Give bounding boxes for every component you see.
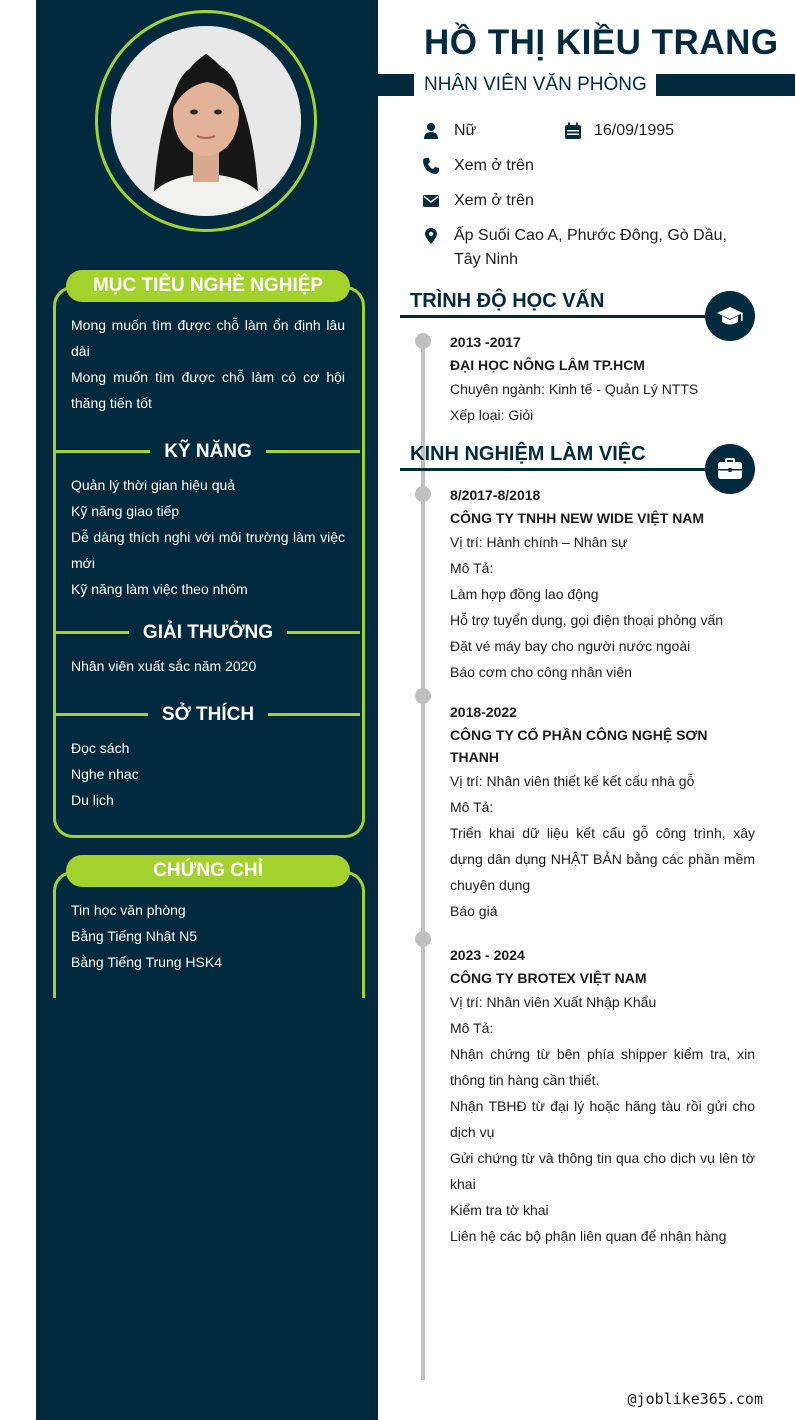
- footer-credit: @joblike365.com: [627, 1390, 763, 1408]
- entry-line: Nhận TBHĐ từ đại lý hoặc hãng tàu rồi gửi cho dịch vụ: [450, 1098, 755, 1140]
- entry-line: Vị trí: Hành chính – Nhân sự: [450, 534, 628, 550]
- envelope-icon: [422, 192, 440, 210]
- objective-heading: MỤC TIÊU NGHỀ NGHIỆP: [66, 270, 350, 302]
- entry-line: Nhận chứng từ bên phía shipper kiểm tra, xin thông tin hàng cần thiết.: [450, 1046, 755, 1088]
- entry-company: CÔNG TY BROTEX VIỆT NAM: [450, 970, 647, 986]
- skills-item: Quản lý thời gian hiệu quả: [71, 477, 236, 493]
- hobbies-item: Nghe nhạc: [71, 766, 139, 782]
- entry-line: Vị trí: Nhân viên thiết kế kết cấu nhà gỗ: [450, 773, 695, 789]
- location-pin-icon: [422, 227, 440, 245]
- experience-underline: [400, 468, 720, 471]
- hobbies-heading: SỞ THÍCH: [56, 703, 360, 727]
- timeline-dot: [415, 333, 431, 349]
- entry-period: 2023 - 2024: [450, 947, 525, 963]
- objective-list: [71, 312, 345, 416]
- education-entry: [450, 330, 755, 428]
- experience-entry: [450, 943, 755, 1249]
- phone-value: Xem ở trên: [454, 157, 534, 174]
- entry-period: 2018-2022: [450, 704, 517, 720]
- hobbies-list: [71, 735, 345, 813]
- objective-item: Mong muốn tìm được chỗ làm ổn định lâu dài: [71, 317, 345, 359]
- certificates-heading: CHỨNG CHỈ: [66, 855, 350, 887]
- objective-item: Mong muốn tìm được chỗ làm có cơ hội thăng tiến tốt: [71, 369, 345, 411]
- entry-line: Hỗ trợ tuyển dụng, gọi điện thoại phỏng vấn: [450, 612, 724, 628]
- entry-line: Liên hệ các bộ phận liên quan để nhận hàng: [450, 1228, 727, 1244]
- skills-item: Kỹ năng giao tiếp: [71, 503, 180, 519]
- awards-list: [71, 653, 345, 679]
- entry-line: Chuyên ngành: Kinh tế - Quản Lý NTTS: [450, 381, 699, 397]
- address-value: Ấp Suối Cao A, Phước Đông, Gò Dầu, Tây Ninh: [454, 227, 727, 268]
- entry-line: Làm hợp đồng lao động: [450, 586, 599, 602]
- entry-line: Xếp loại: Giỏi: [450, 407, 534, 423]
- entry-line: Mô Tả:: [450, 560, 494, 576]
- entry-line: Báo cơm cho công nhân viên: [450, 664, 632, 680]
- gender-value: Nữ: [454, 122, 477, 139]
- phone-icon: [422, 157, 440, 175]
- avatar-portrait: [111, 26, 301, 216]
- entry-line: Đặt vé máy bay cho người nước ngoài: [450, 638, 691, 654]
- person-icon: [422, 122, 440, 140]
- timeline-dot: [415, 688, 431, 704]
- calendar-icon: [564, 122, 582, 140]
- avatar: [111, 26, 301, 216]
- title-bar-left: [378, 74, 414, 96]
- skills-item: Kỹ năng làm việc theo nhóm: [71, 581, 248, 597]
- entry-line: Kiểm tra tờ khai: [450, 1202, 549, 1218]
- experience-heading: KINH NGHIỆM LÀM VIỆC: [410, 443, 646, 465]
- awards-heading: GIẢI THƯỞNG: [56, 621, 360, 645]
- entry-line: Triển khai dữ liệu kết cấu gỗ công trình, xây dựng dân dụng NHẬT BẢN bằng các phần mềm chuyên dụng: [450, 825, 755, 893]
- experience-entry: [450, 700, 755, 924]
- entry-school: ĐẠI HỌC NÔNG LÂM TP.HCM: [450, 357, 645, 373]
- email-value: Xem ở trên: [454, 192, 534, 209]
- skills-heading: KỸ NĂNG: [56, 440, 360, 464]
- title-bar-right: [656, 74, 795, 96]
- entry-line: Báo giá: [450, 903, 498, 919]
- timeline-dot: [415, 931, 431, 947]
- entry-line: Mô Tả:: [450, 799, 494, 815]
- certificates-item: Bằng Tiếng Trung HSK4: [71, 954, 222, 970]
- certificates-item: Bằng Tiếng Nhật N5: [71, 928, 198, 944]
- hobbies-item: Du lịch: [71, 792, 114, 808]
- hobbies-item: Đọc sách: [71, 740, 130, 756]
- timeline-dot: [415, 486, 431, 502]
- education-heading: TRÌNH ĐỘ HỌC VẤN: [410, 290, 605, 312]
- job-title: NHÂN VIÊN VĂN PHÒNG: [424, 74, 647, 95]
- entry-line: Vị trí: Nhân viên Xuất Nhập Khẩu: [450, 994, 657, 1010]
- skills-item: Dễ dàng thích nghi với môi trường làm việc mới: [71, 529, 345, 571]
- certificates-item: Tin học văn phòng: [71, 902, 186, 918]
- experience-entry: [450, 483, 755, 685]
- entry-company: CÔNG TY TNHH NEW WIDE VIỆT NAM: [450, 510, 705, 526]
- education-underline: [400, 315, 720, 318]
- entry-company: CÔNG TY CỔ PHẦN CÔNG NGHỆ SƠN THANH: [450, 727, 708, 765]
- awards-item: Nhân viên xuất sắc năm 2020: [71, 658, 257, 674]
- birthdate-value: 16/09/1995: [594, 122, 675, 139]
- candidate-name: HỒ THỊ KIỀU TRANG: [424, 23, 779, 62]
- certificates-list: [71, 897, 345, 975]
- entry-period: 2013 -2017: [450, 334, 521, 350]
- entry-period: 8/2017-8/2018: [450, 487, 541, 503]
- entry-line: Mô Tả:: [450, 1020, 494, 1036]
- entry-line: Gửi chứng từ và thông tin qua cho dịch vụ lên tờ khai: [450, 1150, 755, 1192]
- skills-list: [71, 472, 345, 602]
